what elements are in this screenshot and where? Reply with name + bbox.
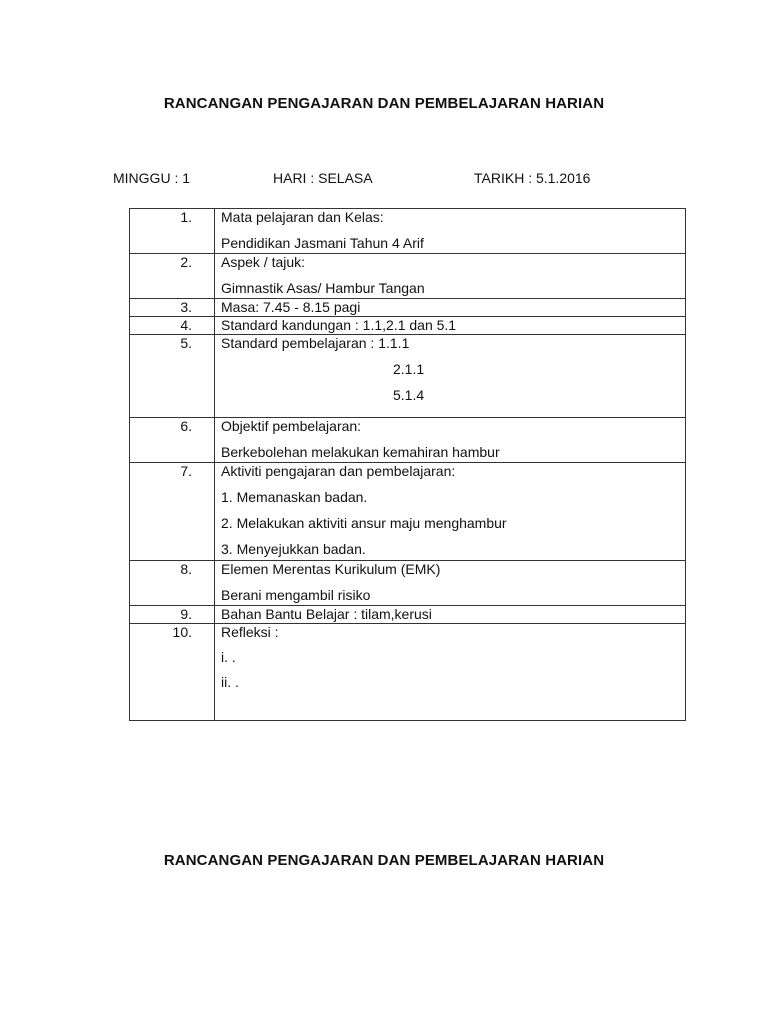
table-row (130, 209, 686, 254)
row-number: 8. (130, 561, 215, 606)
row-label: Aspek / tajuk: (221, 254, 306, 270)
date-label: TARIKH : 5.1.2016 (474, 170, 591, 186)
row-content (215, 624, 686, 721)
activity-item: 3. Menyejukkan badan. (221, 541, 366, 557)
row-number: 2. (130, 254, 215, 299)
table-row (130, 299, 686, 317)
reflection-item: i. . (221, 649, 236, 665)
activity-item: 1. Memanaskan badan. (221, 489, 368, 505)
row-number: 3. (130, 299, 215, 317)
table-row (130, 317, 686, 335)
table-row (130, 254, 686, 299)
row-number: 10. (130, 624, 215, 721)
row-content (215, 606, 686, 624)
row-label: Bahan Bantu Belajar : tilam,kerusi (221, 606, 432, 622)
row-content (215, 418, 686, 463)
activity-item: 2. Melakukan aktiviti ansur maju menghambur (221, 515, 507, 531)
table-row (130, 624, 686, 721)
day-label: HARI : SELASA (273, 170, 373, 186)
lesson-plan-table (129, 208, 686, 721)
row-label: Aktiviti pengajaran dan pembelajaran: (221, 463, 456, 479)
row-value: Pendidikan Jasmani Tahun 4 Arif (221, 235, 424, 251)
table-row (130, 561, 686, 606)
row-number: 4. (130, 317, 215, 335)
row-content (215, 317, 686, 335)
week-label: MINGGU : 1 (113, 170, 191, 186)
row-value: Gimnastik Asas/ Hambur Tangan (221, 280, 425, 296)
table-row (130, 463, 686, 561)
row-content (215, 209, 686, 254)
page-title: RANCANGAN PENGAJARAN DAN PEMBELAJARAN HARIAN (163, 95, 605, 112)
table-row (130, 606, 686, 624)
row-label: Standard kandungan : 1.1,2.1 dan 5.1 (221, 317, 457, 333)
table-row (130, 418, 686, 463)
section-title: RANCANGAN PENGAJARAN DAN PEMBELAJARAN HARIAN (163, 852, 605, 869)
row-content (215, 561, 686, 606)
standard-code: 2.1.1 (393, 361, 425, 377)
row-label: Masa: 7.45 - 8.15 pagi (221, 299, 361, 315)
meta-row (0, 170, 768, 190)
row-number: 1. (130, 209, 215, 254)
row-number: 9. (130, 606, 215, 624)
row-content (215, 254, 686, 299)
row-content (215, 335, 686, 418)
standard-code: 5.1.4 (393, 387, 425, 403)
row-value: Berkebolehan melakukan kemahiran hambur (221, 444, 500, 460)
row-label: Mata pelajaran dan Kelas: (221, 209, 384, 225)
row-label: Elemen Merentas Kurikulum (EMK) (221, 561, 441, 577)
reflection-item: ii. . (221, 674, 239, 690)
row-content (215, 299, 686, 317)
table-row (130, 335, 686, 418)
row-number: 6. (130, 418, 215, 463)
row-content (215, 463, 686, 561)
row-value: Berani mengambil risiko (221, 587, 371, 603)
row-label: Objektif pembelajaran: (221, 418, 362, 434)
row-label: Standard pembelajaran : 1.1.1 (221, 335, 410, 351)
row-label: Refleksi : (221, 624, 279, 640)
row-number: 5. (130, 335, 215, 418)
row-number: 7. (130, 463, 215, 561)
